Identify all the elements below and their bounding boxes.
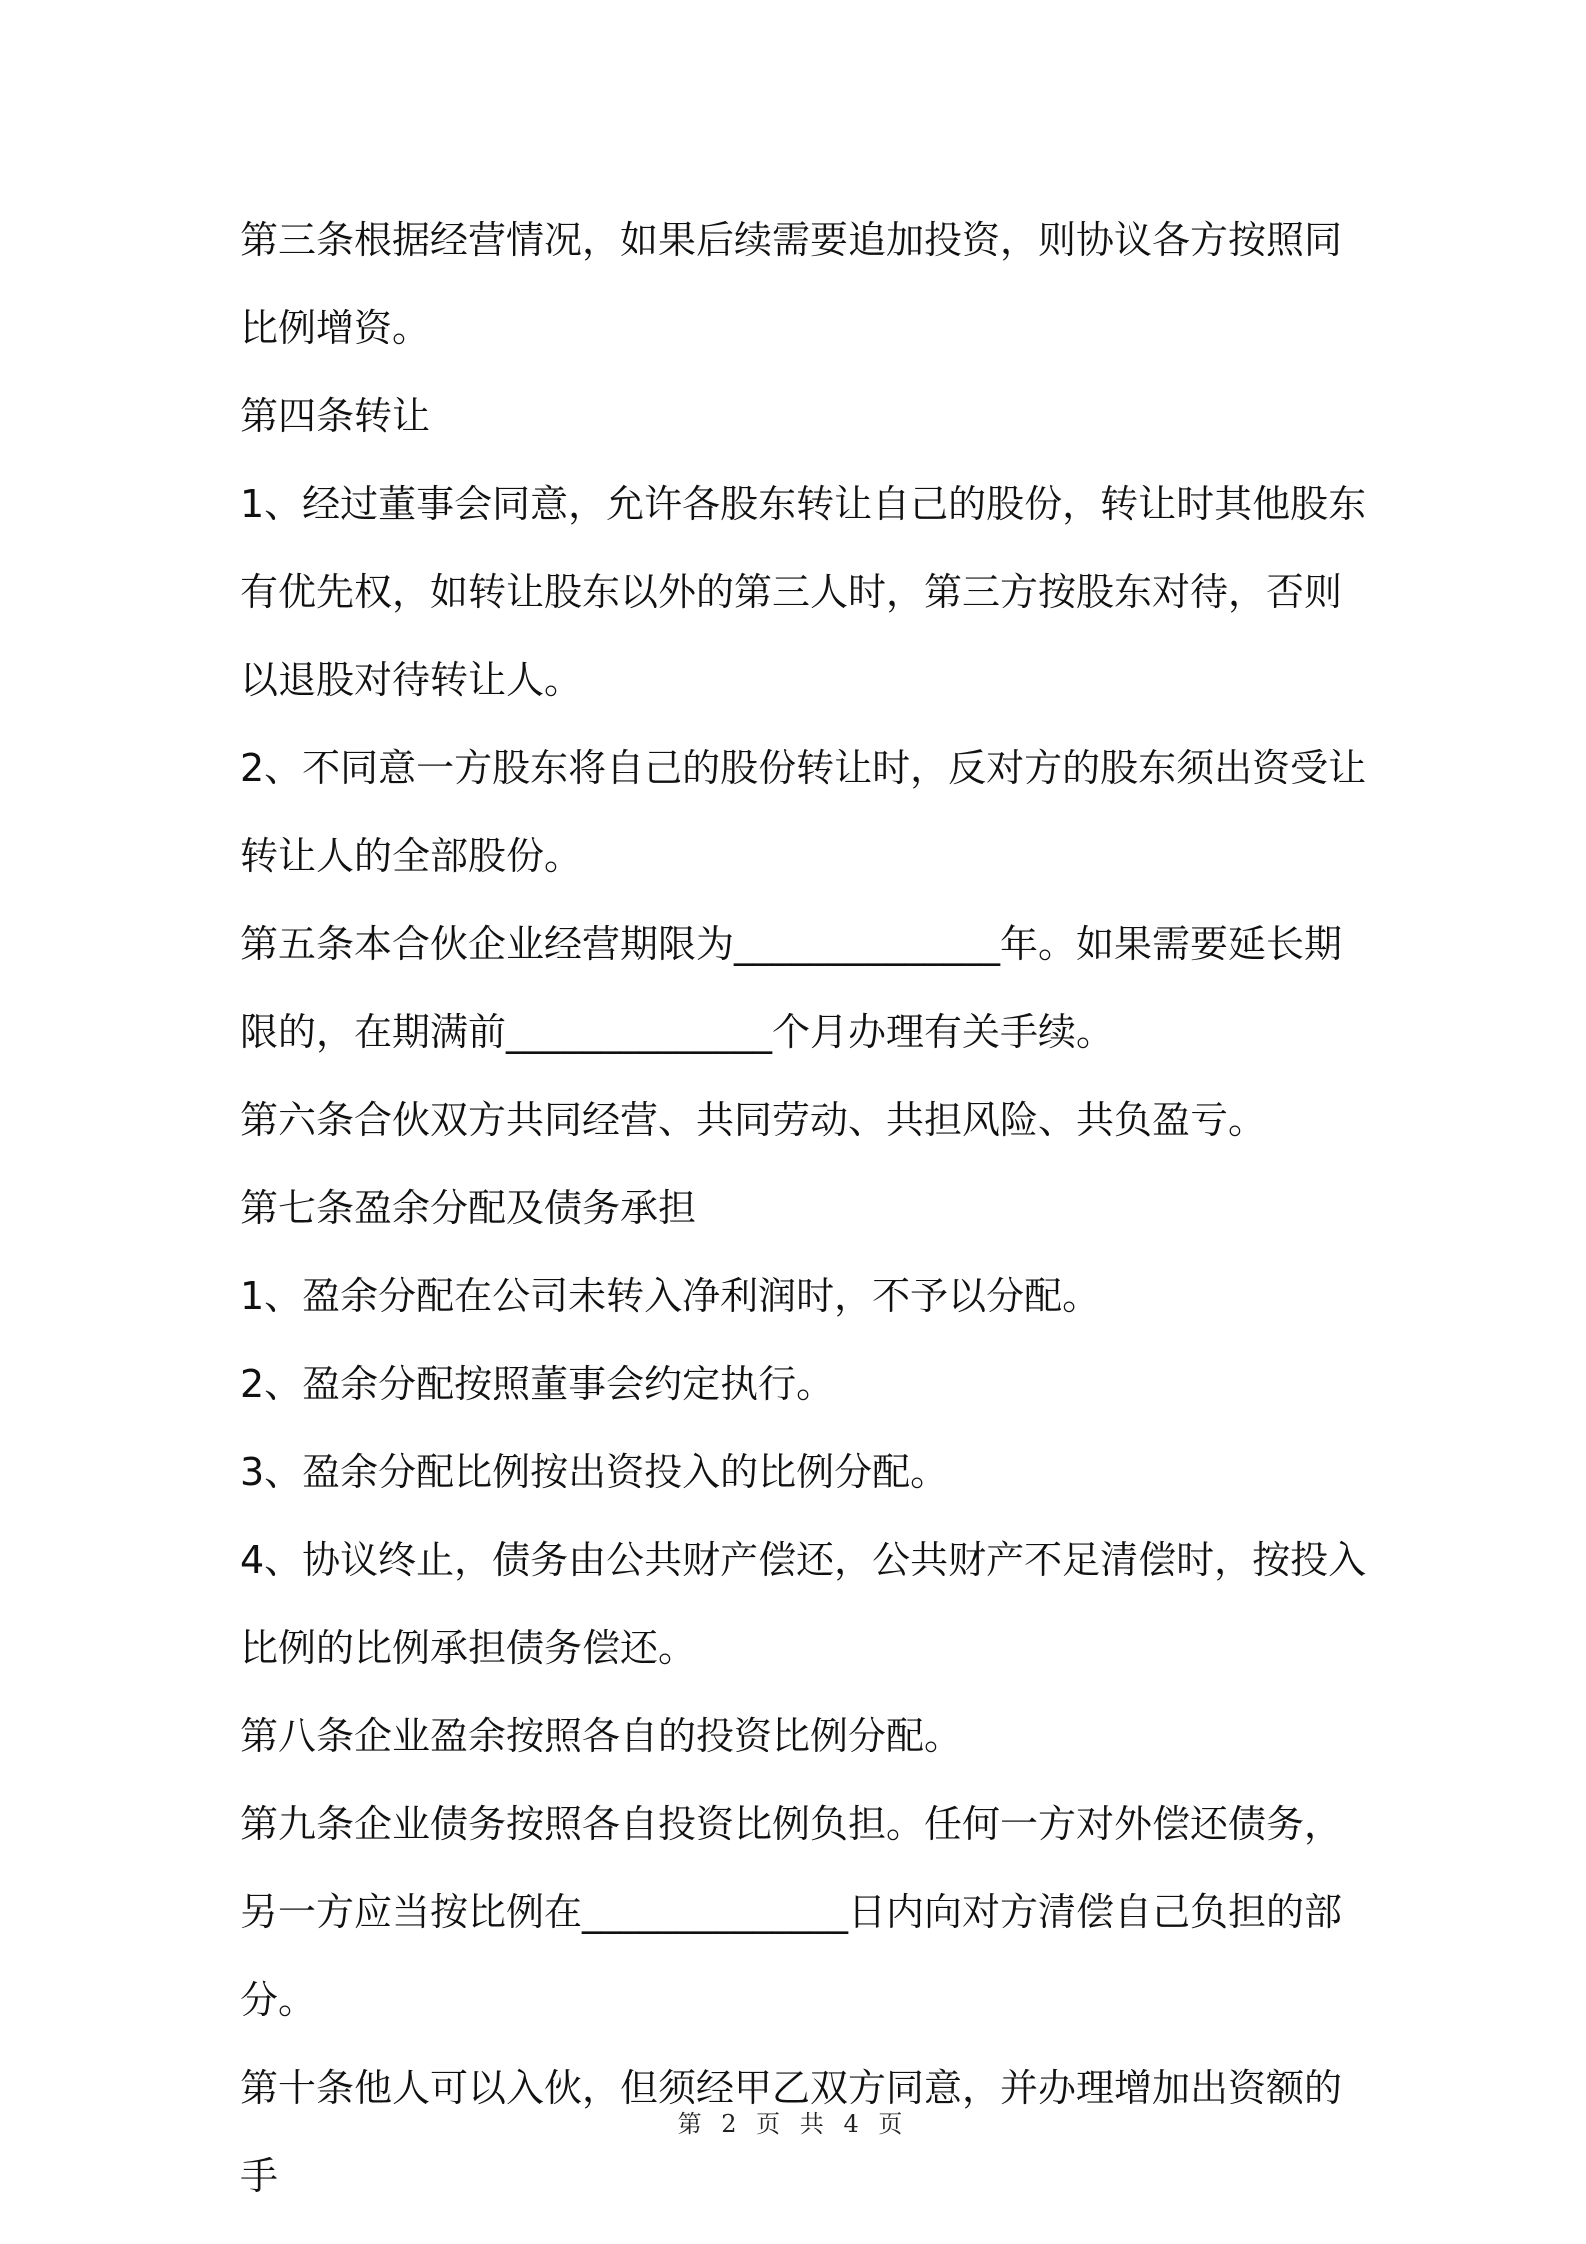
document-body [240, 196, 1370, 2220]
article-7-clause-3: 3、盈余分配比例按出资投入的比例分配。 [240, 1450, 949, 1494]
article-5-paragraph: 第五条本合伙企业经营期限为______________年。如果需要延长期限的，在期满前______________个月办理有关手续。 [240, 922, 1343, 1054]
article-10-paragraph: 第十条他人可以入伙，但须经甲乙双方同意，并办理增加出资额的手 [240, 2066, 1343, 2198]
article-7-heading: 第七条盈余分配及债务承担 [240, 1186, 697, 1230]
page-number-footer: 第 2 页 共 4 页 [677, 2110, 909, 2138]
article-4-clause-1: 1、经过董事会同意，允许各股东转让自己的股份，转让时其他股东有优先权，如转让股东以外的第三人时，第三方按股东对待，否则以退股对待转让人。 [240, 482, 1367, 702]
article-7-clause-1: 1、盈余分配在公司未转入净利润时，不予以分配。 [240, 1274, 1101, 1318]
article-4-clause-2: 2、不同意一方股东将自己的股份转让时，反对方的股东须出资受让转让人的全部股份。 [240, 746, 1367, 878]
article-4-heading: 第四条转让 [240, 394, 431, 438]
article-7-clause-4: 4、协议终止，债务由公共财产偿还，公共财产不足清偿时，按投入比例的比例承担债务偿还。 [240, 1538, 1367, 1670]
article-7-clause-2: 2、盈余分配按照董事会约定执行。 [240, 1362, 835, 1406]
article-3-paragraph: 第三条根据经营情况，如果后续需要追加投资，则协议各方按照同比例增资。 [240, 218, 1343, 350]
article-9-paragraph: 第九条企业债务按照各自投资比例负担。任何一方对外偿还债务，另一方应当按比例在______________日内向对方清偿自己负担的部分。 [240, 1802, 1343, 2022]
article-6-paragraph: 第六条合伙双方共同经营、共同劳动、共担风险、共负盈亏。 [240, 1098, 1267, 1142]
article-8-paragraph: 第八条企业盈余按照各自的投资比例分配。 [240, 1714, 963, 1758]
